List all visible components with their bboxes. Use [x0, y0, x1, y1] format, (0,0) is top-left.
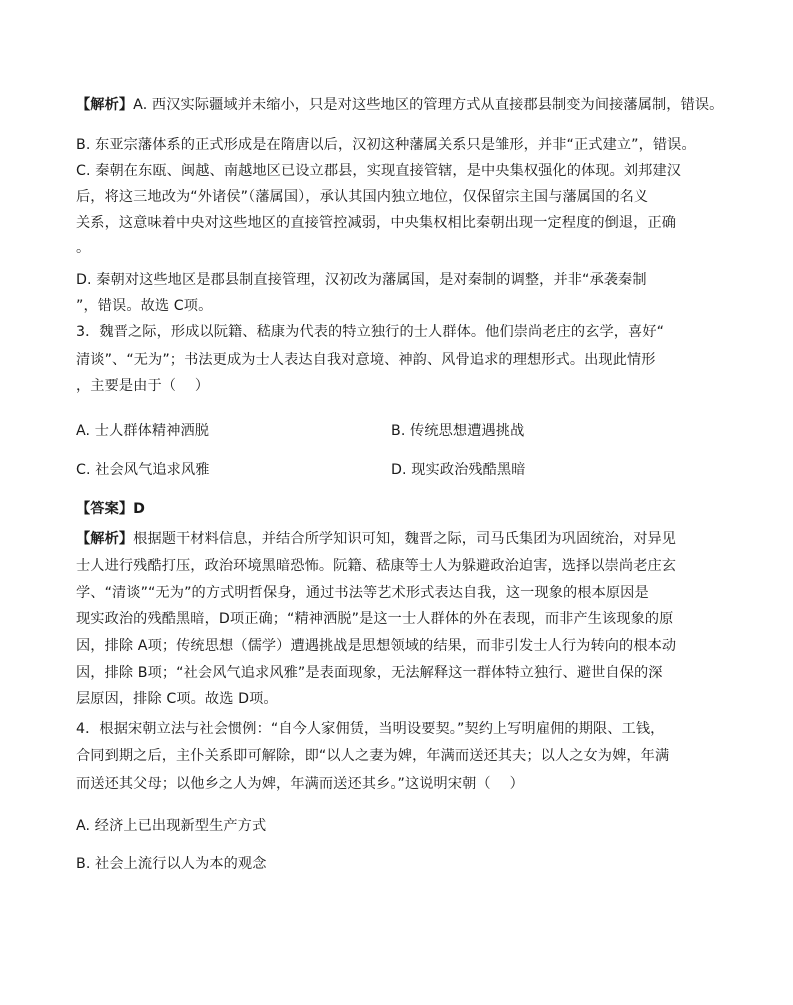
question-3-stem-line-3: ，主要是由于（ ）	[76, 378, 210, 394]
analysis-1-line-2: B. 东亚宗藩体系的正式形成是在隋唐以后，汉初这种藩属关系只是雏形，并非“正式建立”，错误。	[76, 137, 696, 153]
analysis-1-line-8: ”，错误。故选 C项。	[76, 298, 213, 314]
question-4-stem-line-3: 而送还其父母；以他乡之人为婢，年满而送还其乡。”这说明宋朝（ ）	[76, 776, 524, 792]
question-3-analysis-line-4: 现实政治的残酷黑暗，D项正确；“精神洒脱”是这一士人群体的外在表现，而非产生该现象的原	[76, 611, 674, 627]
analysis-1-line-4: 后，将这三地改为“外诸侯”（藩属国），承认其国内独立地位，仅保留宗主国与藩属国的名义	[76, 189, 649, 205]
question-3-option-a: A. 士人群体精神洒脱	[76, 423, 210, 439]
analysis-1-line-6: 。	[76, 240, 91, 256]
analysis-1-line-7: D. 秦朝对这些地区是郡县制直接管理，汉初改为藩属国，是对秦制的调整，并非“承袭秦制	[76, 272, 647, 288]
analysis-tag: 【解析】	[76, 531, 134, 547]
question-3-analysis-line-1: 【解析】根据题干材料信息，并结合所学知识可知，魏晋之际，司马氏集团为巩固统治，对异见	[76, 531, 677, 547]
question-4-option-a: A. 经济上已出现新型生产方式	[76, 818, 267, 834]
question-3-analysis-line-2: 士人进行残酷打压，政治环境黑暗恐怖。阮籍、嵇康等士人为躲避政治迫害，选择以崇尚老庄玄	[76, 558, 677, 574]
question-3-analysis-line-6: 因，排除 B项；“社会风气追求风雅”是表面现象，无法解释这一群体特立独行、避世自保的深	[76, 665, 663, 681]
question-3-answer: 【答案】D	[76, 501, 146, 517]
question-3-option-b: B. 传统思想遭遇挑战	[391, 423, 525, 439]
analysis-1-line-5: 关系，这意味着中央对这些地区的直接管控减弱，中央集权相比秦朝出现一定程度的倒退，正确	[76, 215, 677, 231]
question-3-analysis-line-5: 因，排除 A项；传统思想（儒学）遭遇挑战是思想领域的结果，而非引发士人行为转向的根本动	[76, 638, 677, 654]
question-3-option-d: D. 现实政治残酷黑暗	[391, 462, 526, 478]
analysis-tag: 【解析】	[76, 97, 134, 113]
question-3-analysis-line-3: 学、“清谈”“无为”的方式明哲保身，通过书法等艺术形式表达自我，这一现象的根本原因是	[76, 585, 649, 601]
analysis-1-line-1: 【解析】A. 西汉实际疆域并未缩小，只是对这些地区的管理方式从直接郡县制变为间接藩属制，错误。	[76, 97, 724, 113]
question-4-stem-line-2: 合同到期之后，主仆关系即可解除，即“以人之妻为婢，年满而送还其夫；以人之女为婢，年满	[76, 748, 670, 764]
question-4-option-b: B. 社会上流行以人为本的观念	[76, 856, 267, 872]
question-3-stem-line-1: 3．魏晋之际，形成以阮籍、嵇康为代表的特立独行的士人群体。他们崇尚老庄的玄学，喜好“	[76, 324, 665, 340]
question-3-option-c: C. 社会风气追求风雅	[76, 462, 210, 478]
analysis-1-line-3: C. 秦朝在东瓯、闽越、南越地区已设立郡县，实现直接管辖，是中央集权强化的体现。刘邦建汉	[76, 163, 682, 179]
question-3-analysis-line-7: 层原因，排除 C项。故选 D项。	[76, 691, 278, 707]
question-4-stem-line-1: 4．根据宋朝立法与社会惯例：“自今人家佣赁，当明设要契。”契约上写明雇佣的期限、工钱，	[76, 721, 665, 737]
question-3-stem-line-2: 清谈”、“无为”；书法更成为士人表达自我对意境、神韵、风骨追求的理想形式。出现此情形	[76, 352, 656, 368]
